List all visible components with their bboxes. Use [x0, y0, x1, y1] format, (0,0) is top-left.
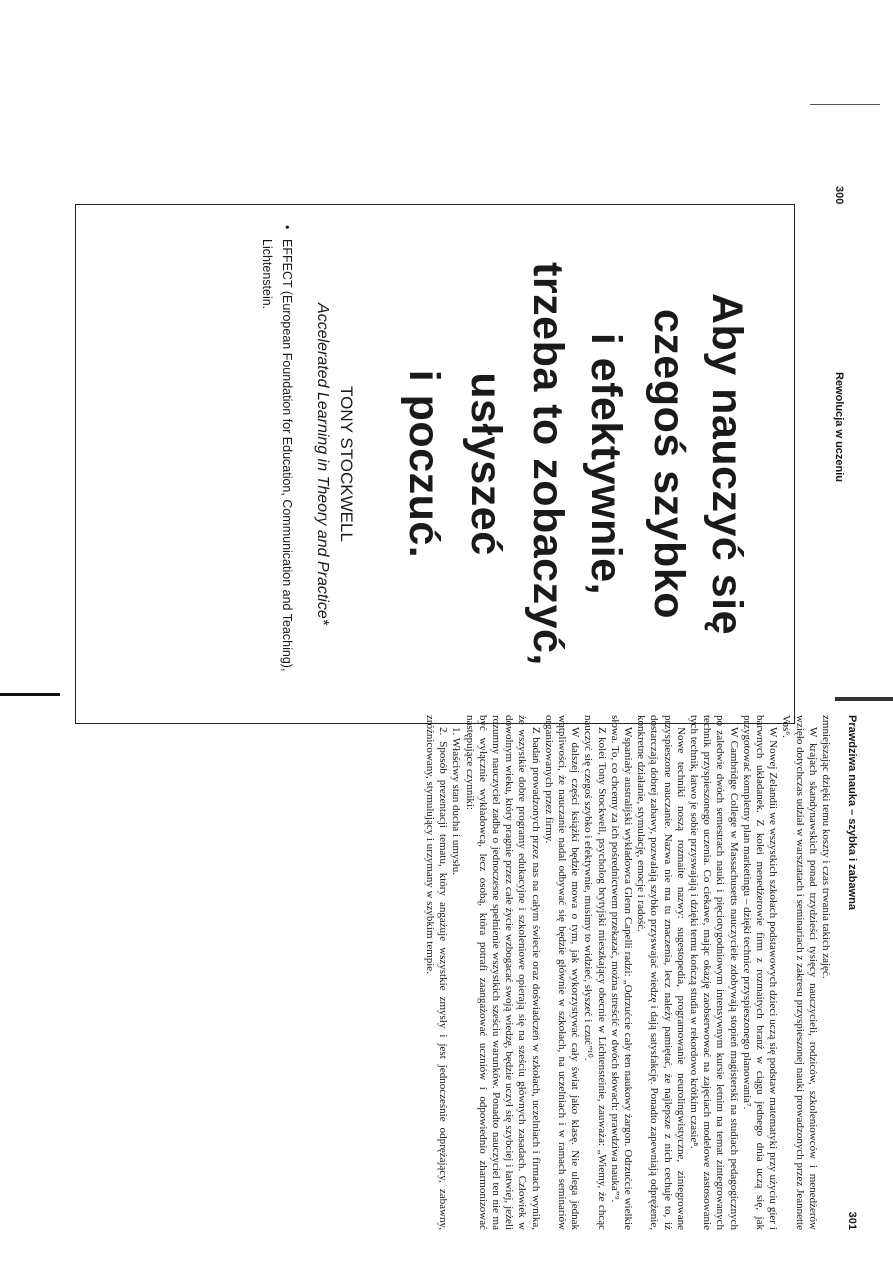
quote-author: TONY STOCKWELL	[337, 386, 356, 542]
paragraph: Nowe techniki noszą rozmaite nazwy: sugestopedia, programowanie neurolingwistyczne, zintegrowane przyspieszone nauczanie. Nazwa nie ma tu znaczenia, lecz należy pamiętać, że najlepsze z nich cechuje to, iż dostarczają dobrej zabawy, pozwalają szybko przyswajać wiedzę i dają satysfakcję. Ponadto zapewniają odprężenie, konkretne działanie, stymulację, emocje i radość.	[635, 715, 687, 1230]
paragraph: Z badań prowadzonych przez nas na całym świecie oraz doświadczeń w szkołach, uczelniach i firmach wynika, że wszystkie dobre programy edukacyjne i szkoleniowe opierają się na sześciu głównych zasadach. Człowiek w dowolnym wieku, który pragnie przez całe życie wzbogacać swoją wiedzę, będzie uczył się szybciej i łatwiej, jeżeli rozumny nauczyciel zadba o jednoczesne spełnienie wszystkich sześciu warunków. Ponadto nauczyciel ten nie ma być wyłącznie wykładowcą, lecz osobą, która potrafi zaangażować uczniów i odpowiednio zharmonizować następujące czynniki:	[463, 715, 542, 1230]
paragraph: W Nowej Zelandii we wszystkich szkołach podstawowych dzieci uczą się podstaw matematyki przy użyciu gier i barwnych układanek. Z kolei menedżerowie firm z rozmaitych branż w ciągu jednego dnia uczą się, jak przygotować kompletny plan marketingu – dzięki technice przyspieszonego planowania⁷.	[740, 715, 780, 1230]
body-text	[423, 715, 832, 1230]
paragraph: zmniejszając dzięki temu koszty i czas trwania takich zajęć.	[820, 715, 832, 979]
headline-line-1: Aby nauczyć się	[703, 292, 751, 636]
paragraph: Z kolei Tony Stockwell, psycholog brytyjski mieszkający obecnie w Lichtensteinie, zauważa: „Wiemy, że chcąc nauczyć się czegoś szybko i efektywnie, musimy to widzieć, słyszeć i czuć”¹⁰.	[582, 715, 608, 1230]
headline-line-2: czegoś szybko	[645, 309, 693, 619]
right-page	[63, 715, 858, 1230]
right-running-title: Prawdziwa nauka – szybka i zabawna	[846, 715, 858, 911]
paragraph: W dalszej części książki będzie mowa o tym, jak wykorzystywać cały świat jako klasę. Nie ulega jednak wątpliwości, że nauczanie nadal odbywać się będzie głównie w szkołach, na uczelniach i w ramach seminariów organizowanych przez firmy.	[542, 715, 582, 1230]
right-page-header	[840, 715, 858, 1230]
footnote	[257, 225, 297, 715]
list-item: 1. Właściwy stan ducha i umysłu.	[450, 727, 463, 875]
footnote-text: EFFECT (European Foundation for Education, Communication and Teaching), Lichtenstein.	[260, 239, 294, 672]
right-page-number: 301	[846, 1211, 858, 1230]
paragraph: W Cambridge College w Massachusetts nauczyciele zdobywają stopień magisterski na studiach pedagogicznych po zaledwie dwóch semestrach nauki i pięciotygodniowym intensywnym kursie letnim na temat zintegrowanych technik przyspieszonego uczenia. Co ciekawe, mając okazję zaobserwować na zajęciach modelowe zastosowanie tych technik, łatwo je sobie przyswajają i dzięki temu kończą studia w rekordowo krótkim czasie⁸.	[687, 715, 740, 1230]
headline-line-4: trzeba to zobaczyć,	[524, 262, 572, 666]
scan-top-rule	[810, 104, 880, 105]
paragraph: W krajach skandynawskich ponad trzydzieści tysięcy nauczycieli, rodziców, szkoleniowców i menedżerów wzięło dotychczas udział w warsztatach i seminariach z zakresu przyspieszonej nauki prowadzonych przez Jeannette Vos⁶.	[780, 715, 819, 1230]
left-page	[65, 186, 845, 746]
headline-line-5: usłyszeć	[462, 372, 510, 556]
scan-gutter-left	[0, 693, 60, 696]
headline-line-6: i poczuć.	[400, 369, 448, 559]
left-page-number: 300	[833, 186, 845, 205]
paragraph: Wspaniały australijski wykładowca Glenn Capelli radzi: „Odrzućcie cały ten naukowy żargon. Odrzućcie wielkie słowa. To, co chcemy za ich pośrednictwem przekazać, można streścić w dwóch słowach: prawdziwa nauka”⁹.	[608, 715, 634, 1230]
list-item: 2. Sposób prezentacji tematu, który angażuje wszystkie zmysły i jest jednocześnie odprężający, zabawny, zróżnicowany, stymulujący i urzymany w szybkim tempie.	[423, 715, 450, 1230]
left-page-header	[825, 186, 845, 746]
left-running-title: Rewolucja w uczeniu	[833, 372, 845, 483]
footnote-bullet: •	[280, 225, 294, 230]
quote-box	[75, 204, 795, 724]
book-title: Accelerated Learning in Theory and Practice*	[314, 303, 331, 625]
headline-line-3: i efektywnie,	[582, 332, 630, 596]
